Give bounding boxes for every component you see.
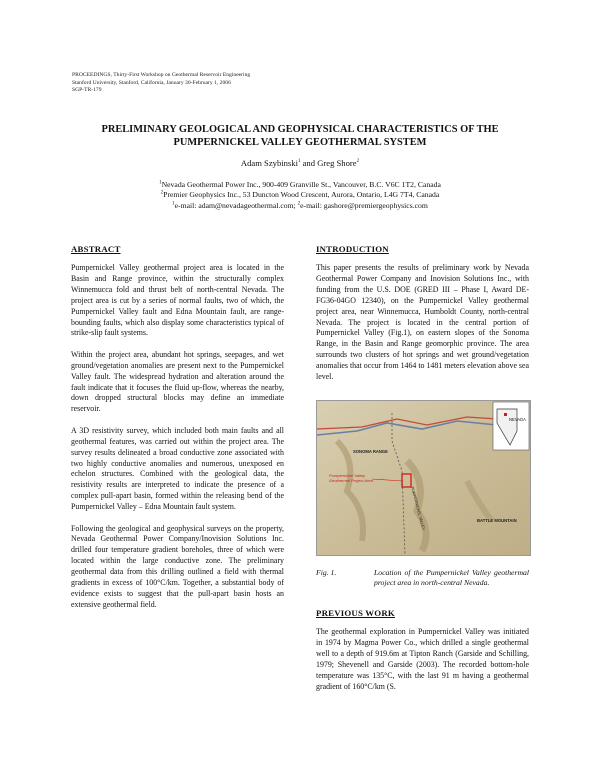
- title-line-2: PUMPERNICKEL VALLEY GEOTHERMAL SYSTEM: [173, 136, 427, 148]
- label-project-area-1: Pumpernickel Valley: [329, 472, 366, 478]
- header-line-2: Stanford University, Stanford, California, January 30-February 1, 2006: [72, 79, 231, 86]
- introduction-paragraph-1: This paper presents the results of preliminary work by Nevada Geothermal Power Company and Inovision Solutions Inc., with funding from the U.S. DOE (GRED III – Phase I, Award DE-FG36-04GO 12340), on the Pumpernickel Valley geothermal project area, near Winnemucca, Humboldt County, north-central Nevada. The project is located in the central portion of Pumpernickel Valley (Fig.1), on eastern slopes of the Sonoma Range, in the Basin and Range geomorphic province. The area surrounds two clusters of hot springs and wet ground/vegetation anomalies that occur from 1464 to 1481 meters elevation above sea level.: [316, 263, 529, 382]
- affiliation-2: $^2$Premier Geophysics Inc., 53 Duncton Wood Crescent, Aurora, Ontario, L4G 7T4, Canada: [160, 190, 440, 200]
- header-line-1: PROCEEDINGS, Thirty-First Workshop on Geothermal Reservoir Engineering: [72, 72, 251, 78]
- abstract-paragraph-1: Pumpernickel Valley geothermal project area is located in the Basin and Range province, within the structurally complex Winnemucca fold and thrust belt of north-central Nevada. The project area is cut by a series of normal faults, two of which, the Pumpernickel Valley fault and Edna Mountain fault, are range-bounding faults, which also display some characteristics typical of strike-slip fault systems.: [71, 263, 284, 338]
- author-2-sup: 2: [356, 159, 360, 165]
- label-nevada: NEVADA: [509, 416, 526, 422]
- abstract-paragraph-2: Within the project area, abundant hot springs, seepages, and wet ground/vegetation anomalies are present next to the Pumpernickel Valley fault. The widespread hydration and alteration around the fault indicate that it focuses the fluid up-flow, whereas the nearby, down dropped structural blocks may define an immediate reservoir.: [71, 349, 284, 414]
- nevada-location-marker: [504, 413, 507, 416]
- header-line-3: SGP-TR-179: [72, 87, 102, 94]
- author-1-sup: 1: [297, 159, 301, 165]
- email-1: e-mail: adam@nevadageothermal.com;: [174, 200, 298, 210]
- location-map-figure: [316, 400, 531, 556]
- proceedings-header: [72, 72, 250, 95]
- introduction-heading: INTRODUCTION: [316, 244, 389, 254]
- abstract-paragraph-3: A 3D resistivity survey, which included both main faults and all geothermal features, was carried out within the project area. The survey results delineated a broad conductive zone associated with two highly conductive anomalies and numerous, unexposed en echelon structures. Combined with the geological data, the resistivity results are interpreted to indicate the presence of a complex pull-apart basin, formed within the releasing bend of the Pumpernickel Valley – Edna Mountain fault system.: [71, 425, 284, 512]
- figure-caption: [316, 568, 529, 588]
- authors-and: and: [300, 158, 318, 168]
- left-column: [71, 244, 284, 621]
- label-battle-mountain: BATTLE MOUNTAIN: [477, 517, 517, 523]
- email-2: e-mail: gashore@premiergeophysics.com: [300, 200, 428, 210]
- authors: [60, 158, 540, 168]
- emails: $^1$e-mail: adam@nevadageothermal.com; $^2$e-mail: gashore@premiergeophysics.com: [172, 200, 428, 210]
- previous-work-heading: PREVIOUS WORK: [316, 608, 395, 619]
- title-line-1: PRELIMINARY GEOLOGICAL AND GEOPHYSICAL CHARACTERISTICS OF THE: [101, 124, 499, 135]
- caption-text: Location of the Pumpernickel Valley geothermal project area in north-central Nevada.: [374, 567, 529, 588]
- previous-work-paragraph-1: The geothermal exploration in Pumpernickel Valley was initiated in 1974 by Magma Power Co., which drilled a single geothermal well to a depth of 919.6m at Tipton Ranch (Garside and Schilling, 1979; Shevenell and Garside (2003). The recorded bottom-hole temperature was 135°C, with the last 91 m having a geothermal gradient of 160°C/km (S.: [316, 627, 529, 691]
- right-column: [316, 244, 529, 693]
- paper-title: [60, 124, 540, 150]
- label-sonoma-range: SONOMA RANGE: [353, 448, 388, 454]
- label-project-area-2: Geothermal Project Area: [329, 477, 373, 483]
- abstract-heading: ABSTRACT: [71, 244, 121, 254]
- location-map: [317, 401, 530, 555]
- affiliations: [60, 180, 540, 211]
- abstract-paragraph-4: Following the geological and geophysical surveys on the property, Nevada Geothermal Power Company/Inovision Solutions Inc. drilled four temperature gradient boreholes, three of which were located within the large conductive zone. The preliminary geothermal data from this drilling outlined a field with thermal gradients in excess of 100°C/km. Together, a substantial body of evidence exists to suggest that the pull-apart basin hosts an extensive geothermal field.: [71, 523, 284, 609]
- affiliation-1: $^1$Nevada Geothermal Power Inc., 900-409 Granville St., Vancouver, B.C. V6C 1T2, Canada: [159, 180, 441, 189]
- author-1: Adam Szybinski: [240, 158, 298, 168]
- label-pumpernickel-valley: PUMPERNICKEL VALLEY: [410, 486, 426, 531]
- author-2: Greg Shore: [317, 158, 357, 168]
- caption-label: Fig. 1.: [316, 567, 337, 577]
